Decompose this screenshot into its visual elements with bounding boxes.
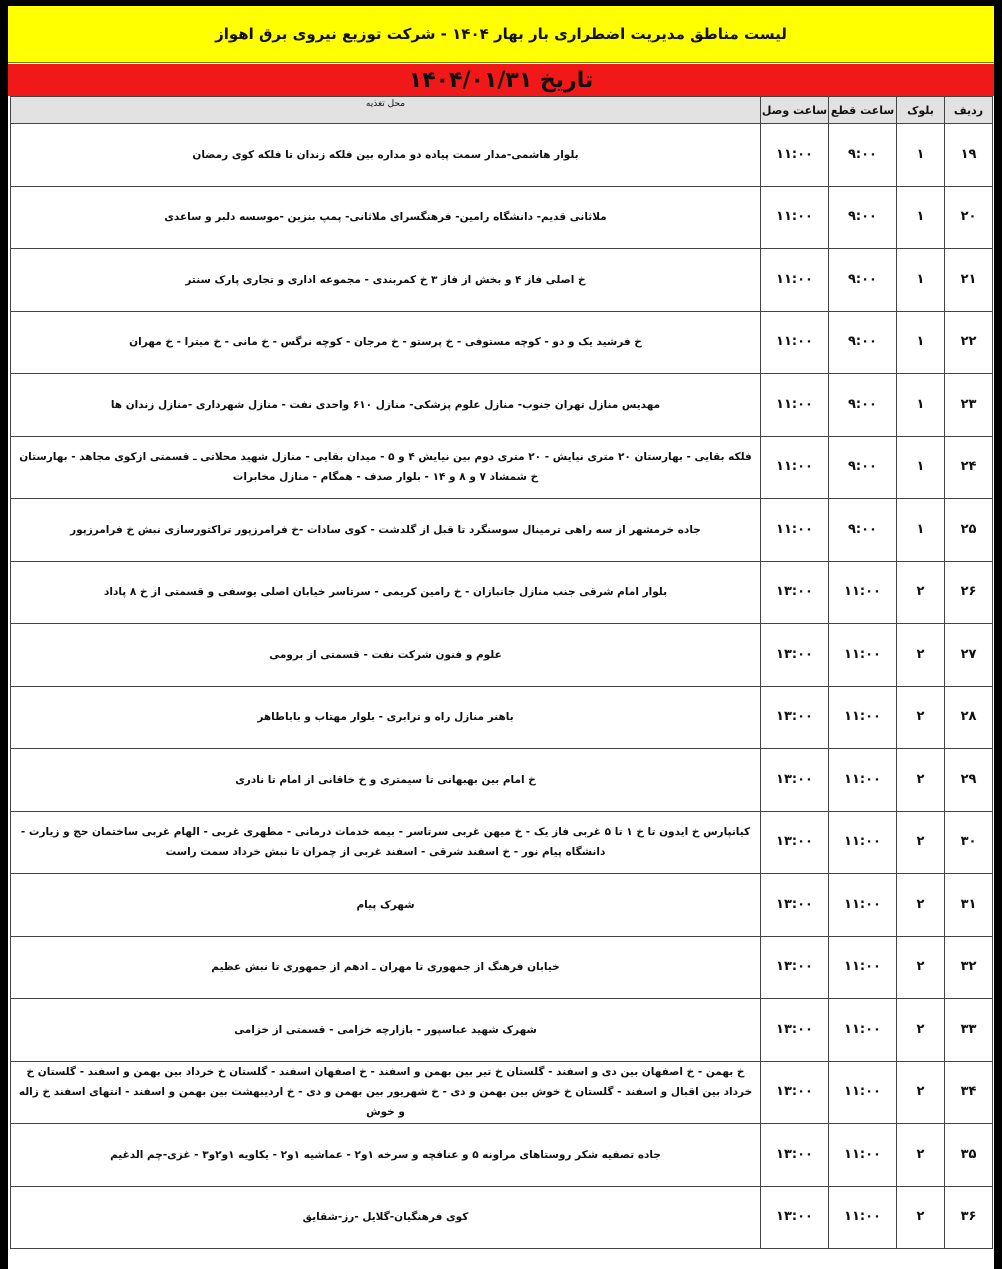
table-row — [11, 811, 993, 874]
cell-row-number: ۳۴ — [945, 1061, 993, 1124]
table-row — [11, 999, 993, 1062]
cell-block: ۱ — [897, 124, 945, 187]
cell-row-number: ۲۷ — [945, 624, 993, 687]
cell-cut-time: ۱۱:۰۰ — [829, 686, 897, 749]
cell-block: ۲ — [897, 1061, 945, 1124]
table-row — [11, 1124, 993, 1187]
cell-block: ۲ — [897, 936, 945, 999]
schedule-date: تاریخ ۱۴۰۴/۰۱/۳۱ — [408, 67, 594, 93]
cell-cut-time: ۱۱:۰۰ — [829, 936, 897, 999]
cell-cut-time: ۱۱:۰۰ — [829, 1061, 897, 1124]
cell-block: ۲ — [897, 874, 945, 937]
cell-connect-time: ۱۳:۰۰ — [761, 749, 829, 812]
cell-cut-time: ۹:۰۰ — [829, 186, 897, 249]
cell-connect-time: ۱۱:۰۰ — [761, 186, 829, 249]
cell-area: بلوار امام شرقی جنب منازل جانبازان - خ رامین کریمی - سرتاسر خیابان اصلی یوسفی و قسمتی از خ ۸ پاداد — [11, 561, 761, 624]
cell-block: ۲ — [897, 749, 945, 812]
cell-row-number: ۲۶ — [945, 561, 993, 624]
table-body — [11, 124, 993, 1249]
cell-connect-time: ۱۳:۰۰ — [761, 686, 829, 749]
cell-cut-time: ۱۱:۰۰ — [829, 561, 897, 624]
cell-row-number: ۳۰ — [945, 811, 993, 874]
cell-connect-time: ۱۳:۰۰ — [761, 874, 829, 937]
table-row — [11, 186, 993, 249]
schedule-sheet — [8, 6, 994, 1269]
table-row — [11, 124, 993, 187]
cell-block: ۲ — [897, 561, 945, 624]
cell-row-number: ۱۹ — [945, 124, 993, 187]
cell-area: خ فرشید یک و دو - کوچه مستوفی - خ پرستو - خ مرجان - کوچه نرگس - خ مانی - خ میترا - خ مهران — [11, 311, 761, 374]
cell-area: خ امام بین بهبهانی تا سیمتری و خ خاقانی از امام تا نادری — [11, 749, 761, 812]
table-row — [11, 1061, 993, 1124]
cell-area: جاده تصفیه شکر روستاهای مراونه ۵ و عنافچه و سرخه ۱و۲ - عماشیه ۱و۲ - یکاویه ۱و۲و۳ - غزی-چم الدغیم — [11, 1124, 761, 1187]
cell-block: ۲ — [897, 1186, 945, 1249]
cell-connect-time: ۱۳:۰۰ — [761, 1124, 829, 1187]
table-row — [11, 874, 993, 937]
cell-connect-time: ۱۳:۰۰ — [761, 1186, 829, 1249]
cell-row-number: ۲۵ — [945, 499, 993, 562]
table-row — [11, 249, 993, 312]
cell-row-number: ۲۲ — [945, 311, 993, 374]
cell-connect-time: ۱۱:۰۰ — [761, 124, 829, 187]
cell-connect-time: ۱۱:۰۰ — [761, 374, 829, 437]
cell-connect-time: ۱۳:۰۰ — [761, 561, 829, 624]
cell-cut-time: ۹:۰۰ — [829, 311, 897, 374]
cell-connect-time: ۱۳:۰۰ — [761, 624, 829, 687]
table-row — [11, 499, 993, 562]
column-header-connect-time: ساعت وصل — [761, 97, 829, 124]
cell-cut-time: ۹:۰۰ — [829, 249, 897, 312]
cell-area: خ بهمن - خ اصفهان بین دی و اسفند - گلستان خ تیر بین بهمن و اسفند - خ اصفهان اسفند - گلستان خ خرداد بین بهمن و اسفند - گلستان خ خرداد بین اقبال و اسفند - گلستان خ خوش بین بهمن و دی - خ شهریور بین بهمن و دی - خ اردیبهشت بین بهمن و اسفند - انتهای اسفند خ زاله و خوش — [11, 1061, 761, 1124]
cell-row-number: ۲۸ — [945, 686, 993, 749]
cell-block: ۲ — [897, 811, 945, 874]
table-row — [11, 749, 993, 812]
date-banner — [8, 64, 994, 96]
cell-area: کوی فرهنگیان-گلایل -رز-شقایق — [11, 1186, 761, 1249]
cell-cut-time: ۱۱:۰۰ — [829, 624, 897, 687]
table-row — [11, 436, 993, 499]
cell-area: بلوار هاشمی-مدار سمت پیاده دو مداره بین فلکه زندان تا فلکه کوی رمضان — [11, 124, 761, 187]
cell-row-number: ۲۰ — [945, 186, 993, 249]
table-row — [11, 311, 993, 374]
cell-area: کیانپارس خ ایدون تا خ ۱ تا ۵ غربی فاز یک - خ میهن غربی سرتاسر - بیمه خدمات درمانی - مطهری غربی - الهام غربی ساختمان حج و زیارت - دانشگاه پیام نور - خ اسفند شرقی - اسفند غربی از چمران تا نبش خرداد سمت راست — [11, 811, 761, 874]
cell-block: ۱ — [897, 436, 945, 499]
cell-cut-time: ۱۱:۰۰ — [829, 874, 897, 937]
cell-row-number: ۳۳ — [945, 999, 993, 1062]
cell-row-number: ۲۳ — [945, 374, 993, 437]
cell-block: ۲ — [897, 686, 945, 749]
page-title: لیست مناطق مدیریت اضطراری بار بهار ۱۴۰۴ - شرکت توزیع نیروی برق اهواز — [215, 25, 787, 43]
cell-connect-time: ۱۳:۰۰ — [761, 999, 829, 1062]
cell-block: ۱ — [897, 186, 945, 249]
cell-row-number: ۳۵ — [945, 1124, 993, 1187]
cell-area: شهرک شهید عباسپور - بازارچه خزامی - قسمتی از خزامی — [11, 999, 761, 1062]
cell-connect-time: ۱۳:۰۰ — [761, 811, 829, 874]
cell-area: ملاثانی قدیم- دانشگاه رامین- فرهنگسرای ملاثانی- پمپ بنزین -موسسه دلبر و ساعدی — [11, 186, 761, 249]
cell-cut-time: ۹:۰۰ — [829, 436, 897, 499]
table-row — [11, 1186, 993, 1249]
table-header-row — [11, 97, 993, 124]
outage-schedule-table — [10, 96, 993, 1249]
cell-row-number: ۳۲ — [945, 936, 993, 999]
cell-connect-time: ۱۳:۰۰ — [761, 1061, 829, 1124]
column-header-row-number: ردیف — [945, 97, 993, 124]
cell-row-number: ۳۱ — [945, 874, 993, 937]
cell-area: فلکه بقایی - بهارستان ۲۰ متری نیایش - ۲۰ متری دوم بین نیایش ۴ و ۵ - میدان بقایی - منازل شهید محلاتی ـ قسمتی ازکوی مجاهد - بهارستان خ شمشاد ۷ و ۸ و ۱۴ - بلوار صدف - همگام - منازل مخابرات — [11, 436, 761, 499]
cell-cut-time: ۱۱:۰۰ — [829, 1124, 897, 1187]
cell-connect-time: ۱۳:۰۰ — [761, 936, 829, 999]
cell-block: ۲ — [897, 999, 945, 1062]
cell-connect-time: ۱۱:۰۰ — [761, 311, 829, 374]
cell-block: ۱ — [897, 499, 945, 562]
column-header-block: بلوک — [897, 97, 945, 124]
cell-cut-time: ۱۱:۰۰ — [829, 999, 897, 1062]
cell-cut-time: ۹:۰۰ — [829, 374, 897, 437]
cell-row-number: ۲۴ — [945, 436, 993, 499]
cell-row-number: ۲۱ — [945, 249, 993, 312]
cell-block: ۱ — [897, 374, 945, 437]
title-banner — [8, 6, 994, 63]
column-header-area: محل تغذیه — [11, 97, 761, 124]
cell-cut-time: ۹:۰۰ — [829, 124, 897, 187]
cell-area: خ اصلی فاز ۴ و بخش از فاز ۳ خ کمربندی - مجموعه اداری و تجاری پارک سنتر — [11, 249, 761, 312]
cell-row-number: ۲۹ — [945, 749, 993, 812]
cell-cut-time: ۱۱:۰۰ — [829, 749, 897, 812]
table-row — [11, 686, 993, 749]
table-row — [11, 561, 993, 624]
cell-area: باهنر منازل راه و ترابری - بلوار مهتاب و باباطاهر — [11, 686, 761, 749]
cell-cut-time: ۹:۰۰ — [829, 499, 897, 562]
cell-connect-time: ۱۱:۰۰ — [761, 436, 829, 499]
cell-connect-time: ۱۱:۰۰ — [761, 499, 829, 562]
table-row — [11, 936, 993, 999]
cell-row-number: ۳۶ — [945, 1186, 993, 1249]
cell-area: علوم و فنون شرکت نفت - قسمتی از برومی — [11, 624, 761, 687]
cell-connect-time: ۱۱:۰۰ — [761, 249, 829, 312]
cell-cut-time: ۱۱:۰۰ — [829, 811, 897, 874]
cell-cut-time: ۱۱:۰۰ — [829, 1186, 897, 1249]
cell-area: جاده خرمشهر از سه راهی ترمینال سوسنگرد تا قبل از گلدشت - کوی سادات -خ فرامرزپور تراکتورسازی نبش خ فرامرزپور — [11, 499, 761, 562]
cell-area: مهدیس منازل تهران جنوب- منازل علوم پزشکی- منازل ۶۱۰ واحدی نفت - منازل شهرداری -منازل زندان ها — [11, 374, 761, 437]
cell-block: ۱ — [897, 311, 945, 374]
column-header-cut-time: ساعت قطع — [829, 97, 897, 124]
cell-block: ۲ — [897, 1124, 945, 1187]
cell-area: خیابان فرهنگ از جمهوری تا مهران ـ ادهم از جمهوری تا نبش عظیم — [11, 936, 761, 999]
cell-block: ۲ — [897, 624, 945, 687]
cell-block: ۱ — [897, 249, 945, 312]
table-row — [11, 624, 993, 687]
table-row — [11, 374, 993, 437]
cell-area: شهرک پیام — [11, 874, 761, 937]
